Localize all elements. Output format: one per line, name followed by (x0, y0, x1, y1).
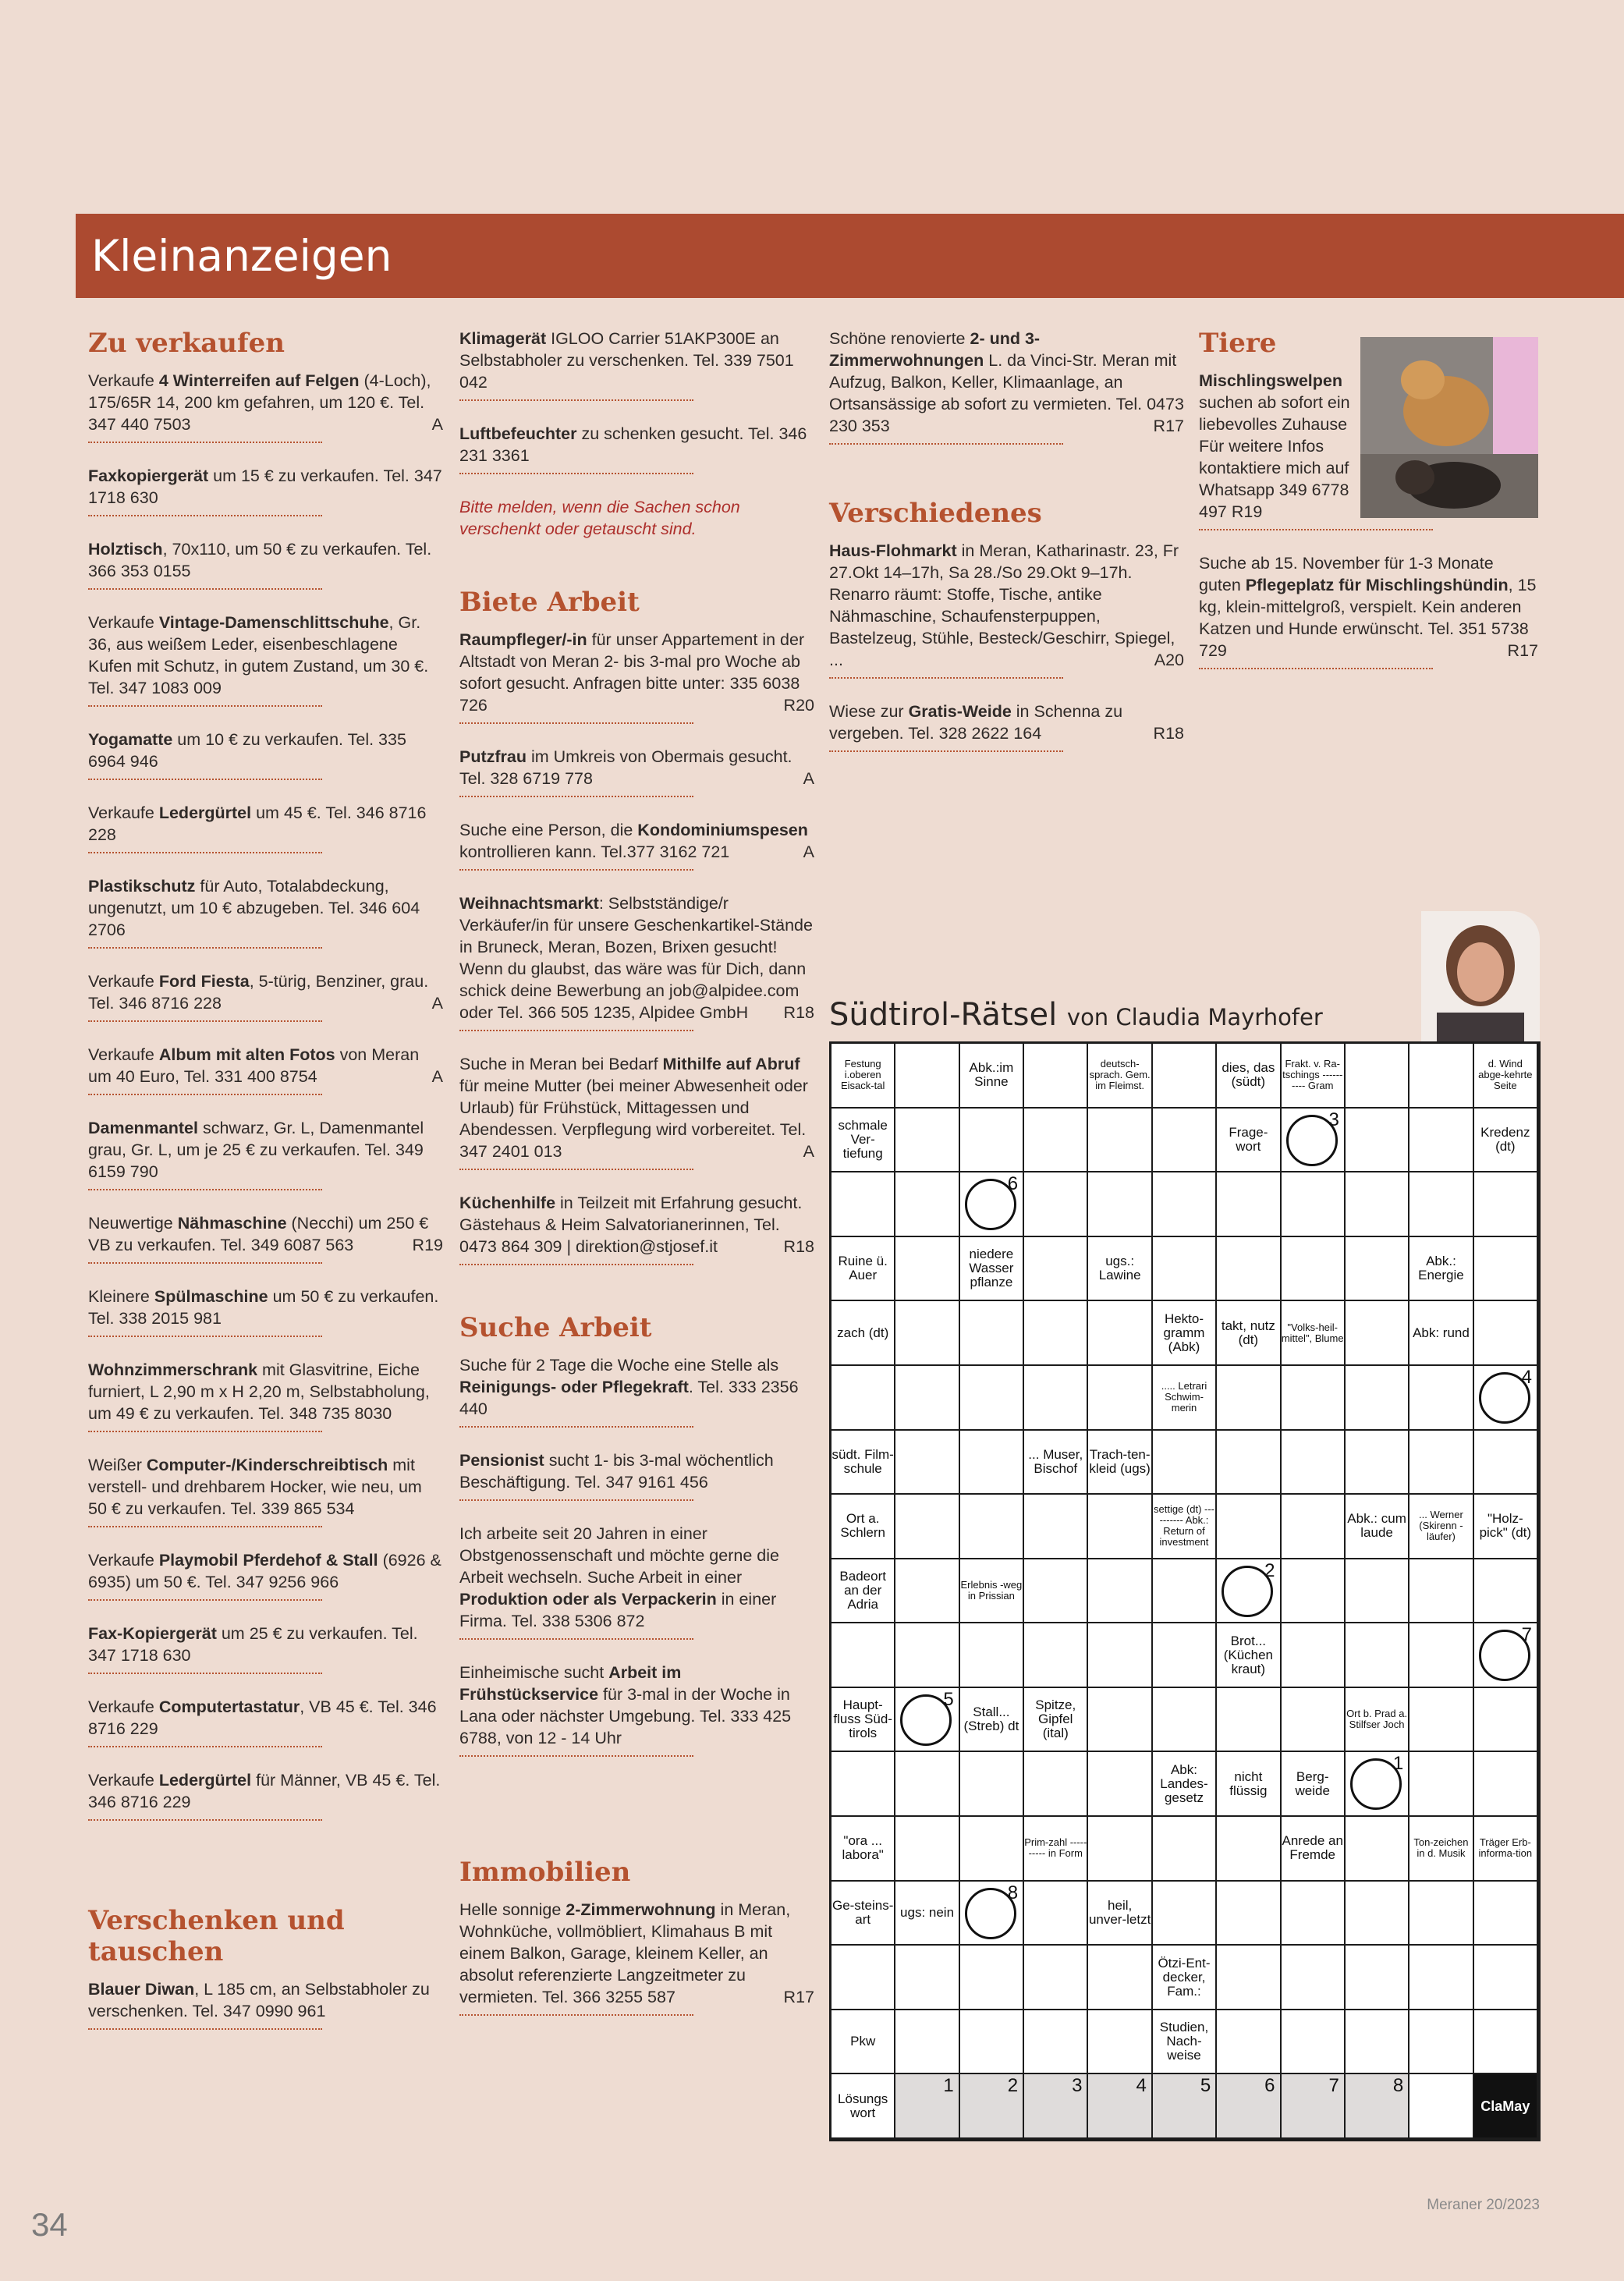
clue-cell: Lösungs wort (832, 2074, 895, 2139)
answer-cell[interactable] (1346, 1623, 1409, 1688)
column-2 (459, 328, 814, 2038)
clue-cell: ... Werner (Skirenn -läufer) (1409, 1495, 1473, 1559)
classified-ad: Suche ab 15. November für 1-3 Monate guten Pflegeplatz für Mischlingshündin, 15 kg, klein-mittelgroß, verspielt. Kein anderen Katzen und Hunde erwünscht. Tel. 351 5738 729 R17 (1199, 552, 1538, 669)
answer-cell[interactable] (1346, 1559, 1409, 1624)
classified-ad: Haus-Flohmarkt in Meran, Katharinastr. 23, Fr 27.Okt 14–17h, Sa 28./So 29.Okt 9–17h. Renarro räumt: Stoffe, Tische, antike Nähmaschine, Schaufensterpuppen, Bastelzeug, Stühle, Besteck/Geschirr, Spiegel, ... A20 (829, 540, 1184, 679)
classified-ad: Verkaufe Album mit alten Fotos von Meran um 40 Euro, Tel. 331 400 8754 A (88, 1044, 443, 1095)
clue-cell: ... Muser, Bischof (1024, 1431, 1088, 1495)
classified-ad: Weihnachtsmarkt: Selbstständige/r Verkäufer/in für unsere Geschenkartikel-Stände in Bruneck, Meran, Bozen, Brixen gesucht! Wenn du glaubst, das wäre was für Dich, dann schick deine Bewerbung an job@alpidee.com oder Tel. 366 505 1235, Alpidee GmbH R18 (459, 892, 814, 1031)
answer-cell[interactable] (895, 1559, 959, 1624)
answer-cell[interactable] (1153, 1172, 1217, 1237)
answer-cell[interactable] (1153, 1623, 1217, 1688)
answer-cell[interactable] (1282, 1495, 1346, 1559)
classified-ad: Holztisch, 70x110, um 50 € zu verkaufen. Tel. 366 353 0155 (88, 538, 443, 590)
answer-cell[interactable] (1282, 1946, 1346, 2010)
answer-cell[interactable] (1346, 1946, 1409, 2010)
classified-ad: Faxkopiergerät um 15 € zu verkaufen. Tel. 347 1718 630 (88, 465, 443, 516)
classified-ad: Raumpfleger/-in für unser Appartement in der Altstadt von Meran 2- bis 3-mal pro Woche ab sofort gesucht. Anfragen bitte unter: 335 6038 726 R20 (459, 629, 814, 724)
answer-cell[interactable] (1282, 1172, 1346, 1237)
answer-cell[interactable] (1474, 1301, 1538, 1366)
solution-cell[interactable] (960, 2074, 1024, 2139)
classified-ad: Verkaufe Computertastatur, VB 45 €. Tel. 346 8716 229 (88, 1696, 443, 1747)
circle-number: 4 (1521, 1366, 1532, 1388)
clue-cell: Berg-weide (1282, 1752, 1346, 1817)
answer-cell[interactable] (895, 1366, 959, 1431)
clue-cell: Stall... (Streb) dt (960, 1688, 1024, 1753)
clue-cell: Abk.: cum laude (1346, 1495, 1409, 1559)
page-title: Kleinanzeigen (91, 231, 392, 281)
crossword-grid[interactable] (829, 1041, 1541, 2141)
answer-cell[interactable] (1217, 2010, 1281, 2075)
answer-cell[interactable] (1409, 1044, 1473, 1109)
answer-cell[interactable] (895, 1752, 959, 1817)
clue-cell: deutsch-sprach. Gem. im Fleimst. (1088, 1044, 1152, 1109)
clue-cell: Spitze, Gipfel (ital) (1024, 1688, 1088, 1753)
answer-cell[interactable] (1409, 1688, 1473, 1753)
answer-cell[interactable] (895, 1688, 959, 1753)
answer-cell[interactable] (960, 1431, 1024, 1495)
answer-cell[interactable] (1217, 1946, 1281, 2010)
answer-cell[interactable] (1474, 1172, 1538, 1237)
clue-cell: Ort b. Prad a. Stilfser Joch (1346, 1688, 1409, 1753)
answer-cell[interactable] (1409, 1882, 1473, 1946)
answer-cell[interactable] (1474, 1946, 1538, 2010)
answer-cell[interactable] (960, 1752, 1024, 1817)
author-portrait (1421, 911, 1540, 1042)
answer-cell[interactable] (1282, 1559, 1346, 1624)
clue-cell: zach (dt) (832, 1301, 895, 1366)
answer-cell[interactable] (1088, 1559, 1152, 1624)
answer-cell[interactable] (1474, 1431, 1538, 1495)
classified-ad: Ich arbeite seit 20 Jahren in einer Obstgenossenschaft und möchte gerne die Arbeit wechseln. Suche Arbeit in einer Produktion oder als Verpackerin in einer Firma. Tel. 338 5306 872 (459, 1523, 814, 1640)
solution-number: 4 (1136, 2075, 1147, 2097)
answer-cell[interactable] (895, 1044, 959, 1109)
answer-cell[interactable] (960, 2010, 1024, 2075)
answer-cell[interactable] (1153, 1431, 1217, 1495)
answer-cell[interactable] (895, 1623, 959, 1688)
answer-cell[interactable] (1153, 1109, 1217, 1173)
classified-ad: Einheimische sucht Arbeit im Frühstückservice für 3-mal in der Woche in Lana oder nächster Umgebung. Tel. 333 425 6788, von 12 - 14 Uhr (459, 1662, 814, 1757)
answer-cell[interactable] (1217, 1495, 1281, 1559)
section-heading: Verschenken und tauschen (88, 1905, 345, 1967)
section-heading: Biete Arbeit (459, 587, 640, 618)
clue-cell: Trach-ten-kleid (ugs) (1088, 1431, 1152, 1495)
clue-cell: Hekto-gramm (Abk) (1153, 1301, 1217, 1366)
classified-ad: Blauer Diwan, L 185 cm, an Selbstabholer zu verschenken. Tel. 347 0990 961 (88, 1978, 443, 2030)
clue-cell: ..... Letrari Schwim-merin (1153, 1366, 1217, 1431)
answer-cell[interactable] (1088, 1172, 1152, 1237)
clue-cell: Frakt. v. Ra-tschings ---------- Gram (1282, 1044, 1346, 1109)
classified-ad: Verkaufe Ford Fiesta, 5-türig, Benziner, grau. Tel. 346 8716 228 A (88, 970, 443, 1022)
classified-ad: Yogamatte um 10 € zu verkaufen. Tel. 335 6964 946 (88, 729, 443, 780)
solution-number: 7 (1328, 2075, 1339, 2097)
solution-cell[interactable] (1088, 2074, 1152, 2139)
clue-cell: südt. Film-schule (832, 1431, 895, 1495)
answer-cell[interactable] (1153, 1559, 1217, 1624)
answer-cell[interactable] (1282, 1109, 1346, 1173)
answer-cell[interactable] (1088, 1366, 1152, 1431)
issue-label: Meraner 20/2023 (1427, 2197, 1540, 2213)
answer-cell[interactable] (1153, 1237, 1217, 1302)
answer-cell[interactable] (832, 1623, 895, 1688)
answer-cell[interactable] (1474, 1559, 1538, 1624)
section-heading: Verschiedenes (829, 498, 1042, 529)
answer-cell[interactable] (1217, 1688, 1281, 1753)
answer-cell[interactable] (1282, 2010, 1346, 2075)
clue-cell: Ton-zeichen in d. Musik (1409, 1817, 1473, 1882)
circle-number: 2 (1264, 1559, 1275, 1581)
classified-ad: Putzfrau im Umkreis von Obermais gesucht. Tel. 328 6719 778 A (459, 746, 814, 797)
circle-number: 1 (1392, 1753, 1404, 1775)
answer-cell[interactable] (895, 1109, 959, 1173)
answer-cell[interactable] (1024, 1044, 1088, 1109)
section-heading: Zu verkaufen (88, 328, 285, 359)
answer-cell[interactable] (1088, 1752, 1152, 1817)
answer-cell[interactable] (1024, 1495, 1088, 1559)
answer-cell[interactable] (960, 1172, 1024, 1237)
clue-cell: heil, unver-letzt (1088, 1882, 1152, 1946)
clue-cell: Ge-steins-art (832, 1882, 895, 1946)
clue-cell: Frage-wort (1217, 1109, 1281, 1173)
clue-cell: Kredenz (dt) (1474, 1109, 1538, 1173)
answer-cell[interactable] (1346, 1109, 1409, 1173)
clue-cell: "Volks-heil-mittel", Blume (1282, 1301, 1346, 1366)
classified-ad: Verkaufe Playmobil Pferdehof & Stall (6926 & 6935) um 50 €. Tel. 347 9256 966 (88, 1549, 443, 1601)
classified-ad: Suche in Meran bei Bedarf Mithilfe auf Abruf für meine Mutter (bei meiner Abwesenheit oder Urlaub) für Frühstück, Mittagessen und Abendessen. Verpflegung wird vorbereitet. Tel. 347 2401 013 A (459, 1053, 814, 1170)
answer-cell[interactable] (1024, 1301, 1088, 1366)
answer-cell[interactable] (1088, 1946, 1152, 2010)
clue-cell: Festung i.oberen Eisack-tal (832, 1044, 895, 1109)
answer-cell[interactable] (1153, 1882, 1217, 1946)
clue-cell: Studien, Nach-weise (1153, 2010, 1217, 2075)
circle-number: 3 (1328, 1109, 1339, 1130)
answer-cell[interactable] (895, 2010, 959, 2075)
answer-cell[interactable] (1409, 1366, 1473, 1431)
classified-ad: Schöne renovierte 2- und 3- Zimmerwohnungen L. da Vinci-Str. Meran mit Aufzug, Balkon, Keller, Klimaanlage, an Ortsansässige ab sofort zu vermieten. Tel. 0473 230 353 R17 (829, 328, 1184, 445)
clue-cell: Abk: rund (1409, 1301, 1473, 1366)
answer-cell[interactable] (1024, 1109, 1088, 1173)
classified-ad: Mischlingswelpen suchen ab sofort ein liebevolles Zuhause Für weitere Infos kontaktiere mich auf Whatsapp 349 6778 497 R19 (1199, 370, 1363, 530)
solution-number: 2 (1007, 2075, 1019, 2097)
answer-cell[interactable] (960, 1495, 1024, 1559)
clue-cell: ugs: nein (895, 1882, 959, 1946)
answer-cell[interactable] (1409, 1559, 1473, 1624)
answer-cell[interactable] (1024, 2010, 1088, 2075)
clue-cell: nicht flüssig (1217, 1752, 1281, 1817)
answer-cell[interactable] (832, 1366, 895, 1431)
section-heading: Immobilien (459, 1857, 631, 1888)
classified-ad: Luftbefeuchter zu schenken gesucht. Tel. 346 231 3361 (459, 423, 814, 474)
clue-cell: Abk.:im Sinne (960, 1044, 1024, 1109)
clue-cell: takt, nutz (dt) (1217, 1301, 1281, 1366)
answer-cell[interactable] (1024, 1752, 1088, 1817)
clue-cell: Haupt-fluss Süd-tirols (832, 1688, 895, 1753)
clue-cell: Brot... (Küchen kraut) (1217, 1623, 1281, 1688)
answer-cell[interactable] (1346, 1431, 1409, 1495)
clue-cell: "Holz-pick" (dt) (1474, 1495, 1538, 1559)
answer-cell[interactable] (1346, 1752, 1409, 1817)
answer-cell[interactable] (1088, 1623, 1152, 1688)
answer-cell[interactable] (895, 1431, 959, 1495)
clue-cell: "ora ... labora" (832, 1817, 895, 1882)
clue-cell: schmale Ver-tiefung (832, 1109, 895, 1173)
classified-ad: Helle sonnige 2-Zimmerwohnung in Meran, Wohnküche, vollmöbliert, Klimahaus B mit einem Balkon, Garage, kleinem Keller, an absolut referenzierte Langzeitmeter zu vermieten. Tel. 366 3255 587 R17 (459, 1899, 814, 2016)
circle-number: 5 (943, 1688, 954, 1710)
answer-cell[interactable] (1024, 1882, 1088, 1946)
answer-cell[interactable] (1024, 1172, 1088, 1237)
answer-cell[interactable] (1282, 1882, 1346, 1946)
solution-number: 5 (1200, 2075, 1211, 2097)
answer-cell[interactable] (1409, 1431, 1473, 1495)
clue-cell: Prim-zahl ---------- in Form (1024, 1817, 1088, 1882)
answer-cell[interactable] (1474, 1752, 1538, 1817)
classified-ad: Wiese zur Gratis-Weide in Schenna zu vergeben. Tel. 328 2622 164 R18 (829, 701, 1184, 752)
answer-cell[interactable] (1024, 1946, 1088, 2010)
classified-ad: Verkaufe Vintage-Damenschlittschuhe, Gr. 36, aus weißem Leder, eisenbeschlagene Kufen mit Schutz, in gutem Zustand, um 30 €. Tel. 347 1083 009 (88, 612, 443, 707)
answer-cell[interactable] (1409, 1623, 1473, 1688)
classified-ad: Verkaufe Ledergürtel um 45 €. Tel. 346 8716 228 (88, 802, 443, 853)
answer-cell[interactable] (832, 1752, 895, 1817)
answer-cell[interactable] (1088, 1301, 1152, 1366)
answer-cell[interactable] (1088, 2010, 1152, 2075)
solution-cell[interactable] (1024, 2074, 1088, 2139)
classified-ad: Verkaufe 4 Winterreifen auf Felgen (4-Loch), 175/65R 14, 200 km gefahren, um 120 €. Tel. 347 440 7503 A (88, 370, 443, 443)
answer-cell[interactable] (895, 1495, 959, 1559)
clue-cell: Badeort an der Adria (832, 1559, 895, 1624)
answer-cell[interactable] (1409, 1946, 1473, 2010)
answer-cell[interactable] (1282, 1688, 1346, 1753)
answer-cell[interactable] (832, 1172, 895, 1237)
answer-cell[interactable] (1409, 2074, 1473, 2139)
classified-ad: Wohnzimmerschrank mit Glasvitrine, Eiche furniert, L 2,90 m x H 2,20 m, Selbstabholung, um 49 € zu verkaufen. Tel. 348 735 8030 (88, 1359, 443, 1432)
clue-cell: Ort a. Schlern (832, 1495, 895, 1559)
clue-cell: settige (dt) ---------- Abk.: Return of investment (1153, 1495, 1217, 1559)
answer-cell[interactable] (1153, 1688, 1217, 1753)
column-4 (1199, 328, 1538, 691)
classified-ad: Weißer Computer-/Kinderschreibtisch mit verstell- und drehbarem Hocker, wie neu, um 50 € zu verkaufen. Tel. 339 865 534 (88, 1454, 443, 1527)
classified-ad: Suche für 2 Tage die Woche eine Stelle als Reinigungs- oder Pflegekraft. Tel. 333 2356 440 (459, 1354, 814, 1428)
answer-cell[interactable] (1409, 1752, 1473, 1817)
clue-cell: ClaMay (1474, 2074, 1538, 2139)
circle-number: 8 (1007, 1882, 1019, 1903)
answer-cell[interactable] (1088, 1688, 1152, 1753)
section-heading: Tiere (1199, 328, 1277, 359)
answer-cell[interactable] (1282, 1237, 1346, 1302)
answer-cell[interactable] (1346, 1817, 1409, 1882)
answer-cell[interactable] (1217, 1431, 1281, 1495)
page-number: 34 (31, 2206, 68, 2243)
answer-cell[interactable] (960, 1817, 1024, 1882)
answer-cell[interactable] (1346, 2010, 1409, 2075)
solution-number: 8 (1392, 2075, 1404, 2097)
answer-cell[interactable] (1217, 1237, 1281, 1302)
clue-cell: dies, das (südt) (1217, 1044, 1281, 1109)
answer-cell[interactable] (960, 1109, 1024, 1173)
answer-cell[interactable] (895, 1301, 959, 1366)
answer-cell[interactable] (1409, 1109, 1473, 1173)
answer-cell[interactable] (895, 1817, 959, 1882)
answer-cell[interactable] (1346, 1882, 1409, 1946)
answer-cell[interactable] (1474, 1623, 1538, 1688)
answer-cell[interactable] (1217, 1817, 1281, 1882)
circle-number: 7 (1521, 1624, 1532, 1646)
answer-cell[interactable] (1474, 1237, 1538, 1302)
clue-cell: Anrede an Fremde (1282, 1817, 1346, 1882)
clue-cell: Ruine ü. Auer (832, 1237, 895, 1302)
answer-cell[interactable] (1346, 1172, 1409, 1237)
puppy-photo (1360, 337, 1538, 518)
solution-number: 6 (1264, 2075, 1275, 2097)
answer-cell[interactable] (832, 1946, 895, 2010)
answer-cell[interactable] (1474, 1688, 1538, 1753)
answer-cell[interactable] (960, 1366, 1024, 1431)
answer-cell[interactable] (1088, 1109, 1152, 1173)
column-1 (88, 328, 443, 2052)
answer-cell[interactable] (1024, 1237, 1088, 1302)
classified-ad: Neuwertige Nähmaschine (Necchi) um 250 € VB zu verkaufen. Tel. 349 6087 563 R19 (88, 1212, 443, 1264)
clue-cell: Abk: Landes-gesetz (1153, 1752, 1217, 1817)
answer-cell[interactable] (1474, 1882, 1538, 1946)
clue-cell: d. Wind abge-kehrte Seite (1474, 1044, 1538, 1109)
answer-cell[interactable] (1088, 1495, 1152, 1559)
solution-cell[interactable] (895, 2074, 959, 2139)
answer-cell[interactable] (1474, 1366, 1538, 1431)
solution-cell[interactable] (1153, 2074, 1217, 2139)
classified-ad: Plastikschutz für Auto, Totalabdeckung, ungenutzt, um 10 € abzugeben. Tel. 346 604 2706 (88, 875, 443, 949)
clue-cell: Ötzi-Ent-decker, Fam.: (1153, 1946, 1217, 2010)
solution-cell[interactable] (1282, 2074, 1346, 2139)
clue-cell: ugs.: Lawine (1088, 1237, 1152, 1302)
answer-cell[interactable] (1474, 2010, 1538, 2075)
classified-ad: Kleinere Spülmaschine um 50 € zu verkaufen. Tel. 338 2015 981 (88, 1286, 443, 1337)
answer-cell[interactable] (895, 1172, 959, 1237)
answer-cell[interactable] (1217, 1882, 1281, 1946)
solution-number: 3 (1072, 2075, 1083, 2097)
clue-cell: Pkw (832, 2010, 895, 2075)
clue-cell: Erlebnis -weg in Prissian (960, 1559, 1024, 1624)
section-heading: Suche Arbeit (459, 1312, 652, 1343)
answer-cell[interactable] (1088, 1817, 1152, 1882)
clue-cell: niedere Wasser pflanze (960, 1237, 1024, 1302)
solution-number: 1 (943, 2075, 954, 2097)
classified-ad: Pensionist sucht 1- bis 3-mal wöchentlich Beschäftigung. Tel. 347 9161 456 (459, 1449, 814, 1501)
clue-cell: Abk.: Energie (1409, 1237, 1473, 1302)
answer-cell[interactable] (1024, 1366, 1088, 1431)
answer-cell[interactable] (1217, 1366, 1281, 1431)
classified-ad: Klimagerät IGLOO Carrier 51AKP300E an Selbstabholer zu verschenken. Tel. 339 7501 042 (459, 328, 814, 401)
puzzle-title: Südtirol-Rätsel von Claudia Mayrhofer (829, 997, 1323, 1033)
solution-cell[interactable] (1217, 2074, 1281, 2139)
section-banner (76, 214, 1624, 298)
answer-cell[interactable] (1346, 1237, 1409, 1302)
notice-text: Bitte melden, wenn die Sachen schon verschenkt oder getauscht sind. (459, 498, 740, 538)
answer-cell[interactable] (1217, 1559, 1281, 1624)
answer-cell[interactable] (960, 1946, 1024, 2010)
classified-ad: Damenmantel schwarz, Gr. L, Damenmantel grau, Gr. L, um je 25 € zu verkaufen. Tel. 349 6159 790 (88, 1117, 443, 1190)
answer-cell[interactable] (1282, 1623, 1346, 1688)
answer-cell[interactable] (1282, 1366, 1346, 1431)
answer-cell[interactable] (1346, 1044, 1409, 1109)
answer-cell[interactable] (1217, 1172, 1281, 1237)
answer-cell[interactable] (1346, 1301, 1409, 1366)
answer-cell[interactable] (1346, 1366, 1409, 1431)
classified-ad: Verkaufe Ledergürtel für Männer, VB 45 €. Tel. 346 8716 229 (88, 1769, 443, 1821)
clue-cell: Träger Erb-informa-tion (1474, 1817, 1538, 1882)
answer-cell[interactable] (1153, 1044, 1217, 1109)
classified-ad: Küchenhilfe in Teilzeit mit Erfahrung gesucht. Gästehaus & Heim Salvatorianerinnen, Tel. 0473 864 309 | direktion@stjosef.it R18 (459, 1192, 814, 1265)
answer-cell[interactable] (1153, 1817, 1217, 1882)
answer-cell[interactable] (1282, 1431, 1346, 1495)
classified-ad: Fax-Kopiergerät um 25 € zu verkaufen. Tel. 347 1718 630 (88, 1623, 443, 1674)
answer-cell[interactable] (1409, 1172, 1473, 1237)
answer-cell[interactable] (960, 1882, 1024, 1946)
answer-cell[interactable] (895, 1237, 959, 1302)
answer-cell[interactable] (960, 1623, 1024, 1688)
answer-cell[interactable] (1024, 1623, 1088, 1688)
circle-number: 6 (1007, 1173, 1019, 1195)
answer-cell[interactable] (960, 1301, 1024, 1366)
solution-cell[interactable] (1346, 2074, 1409, 2139)
answer-cell[interactable] (1024, 1559, 1088, 1624)
answer-cell[interactable] (895, 1946, 959, 2010)
column-3 (829, 328, 1184, 774)
classified-ad: Suche eine Person, die Kondominiumspesen kontrollieren kann. Tel.377 3162 721 A (459, 819, 814, 871)
answer-cell[interactable] (1409, 2010, 1473, 2075)
